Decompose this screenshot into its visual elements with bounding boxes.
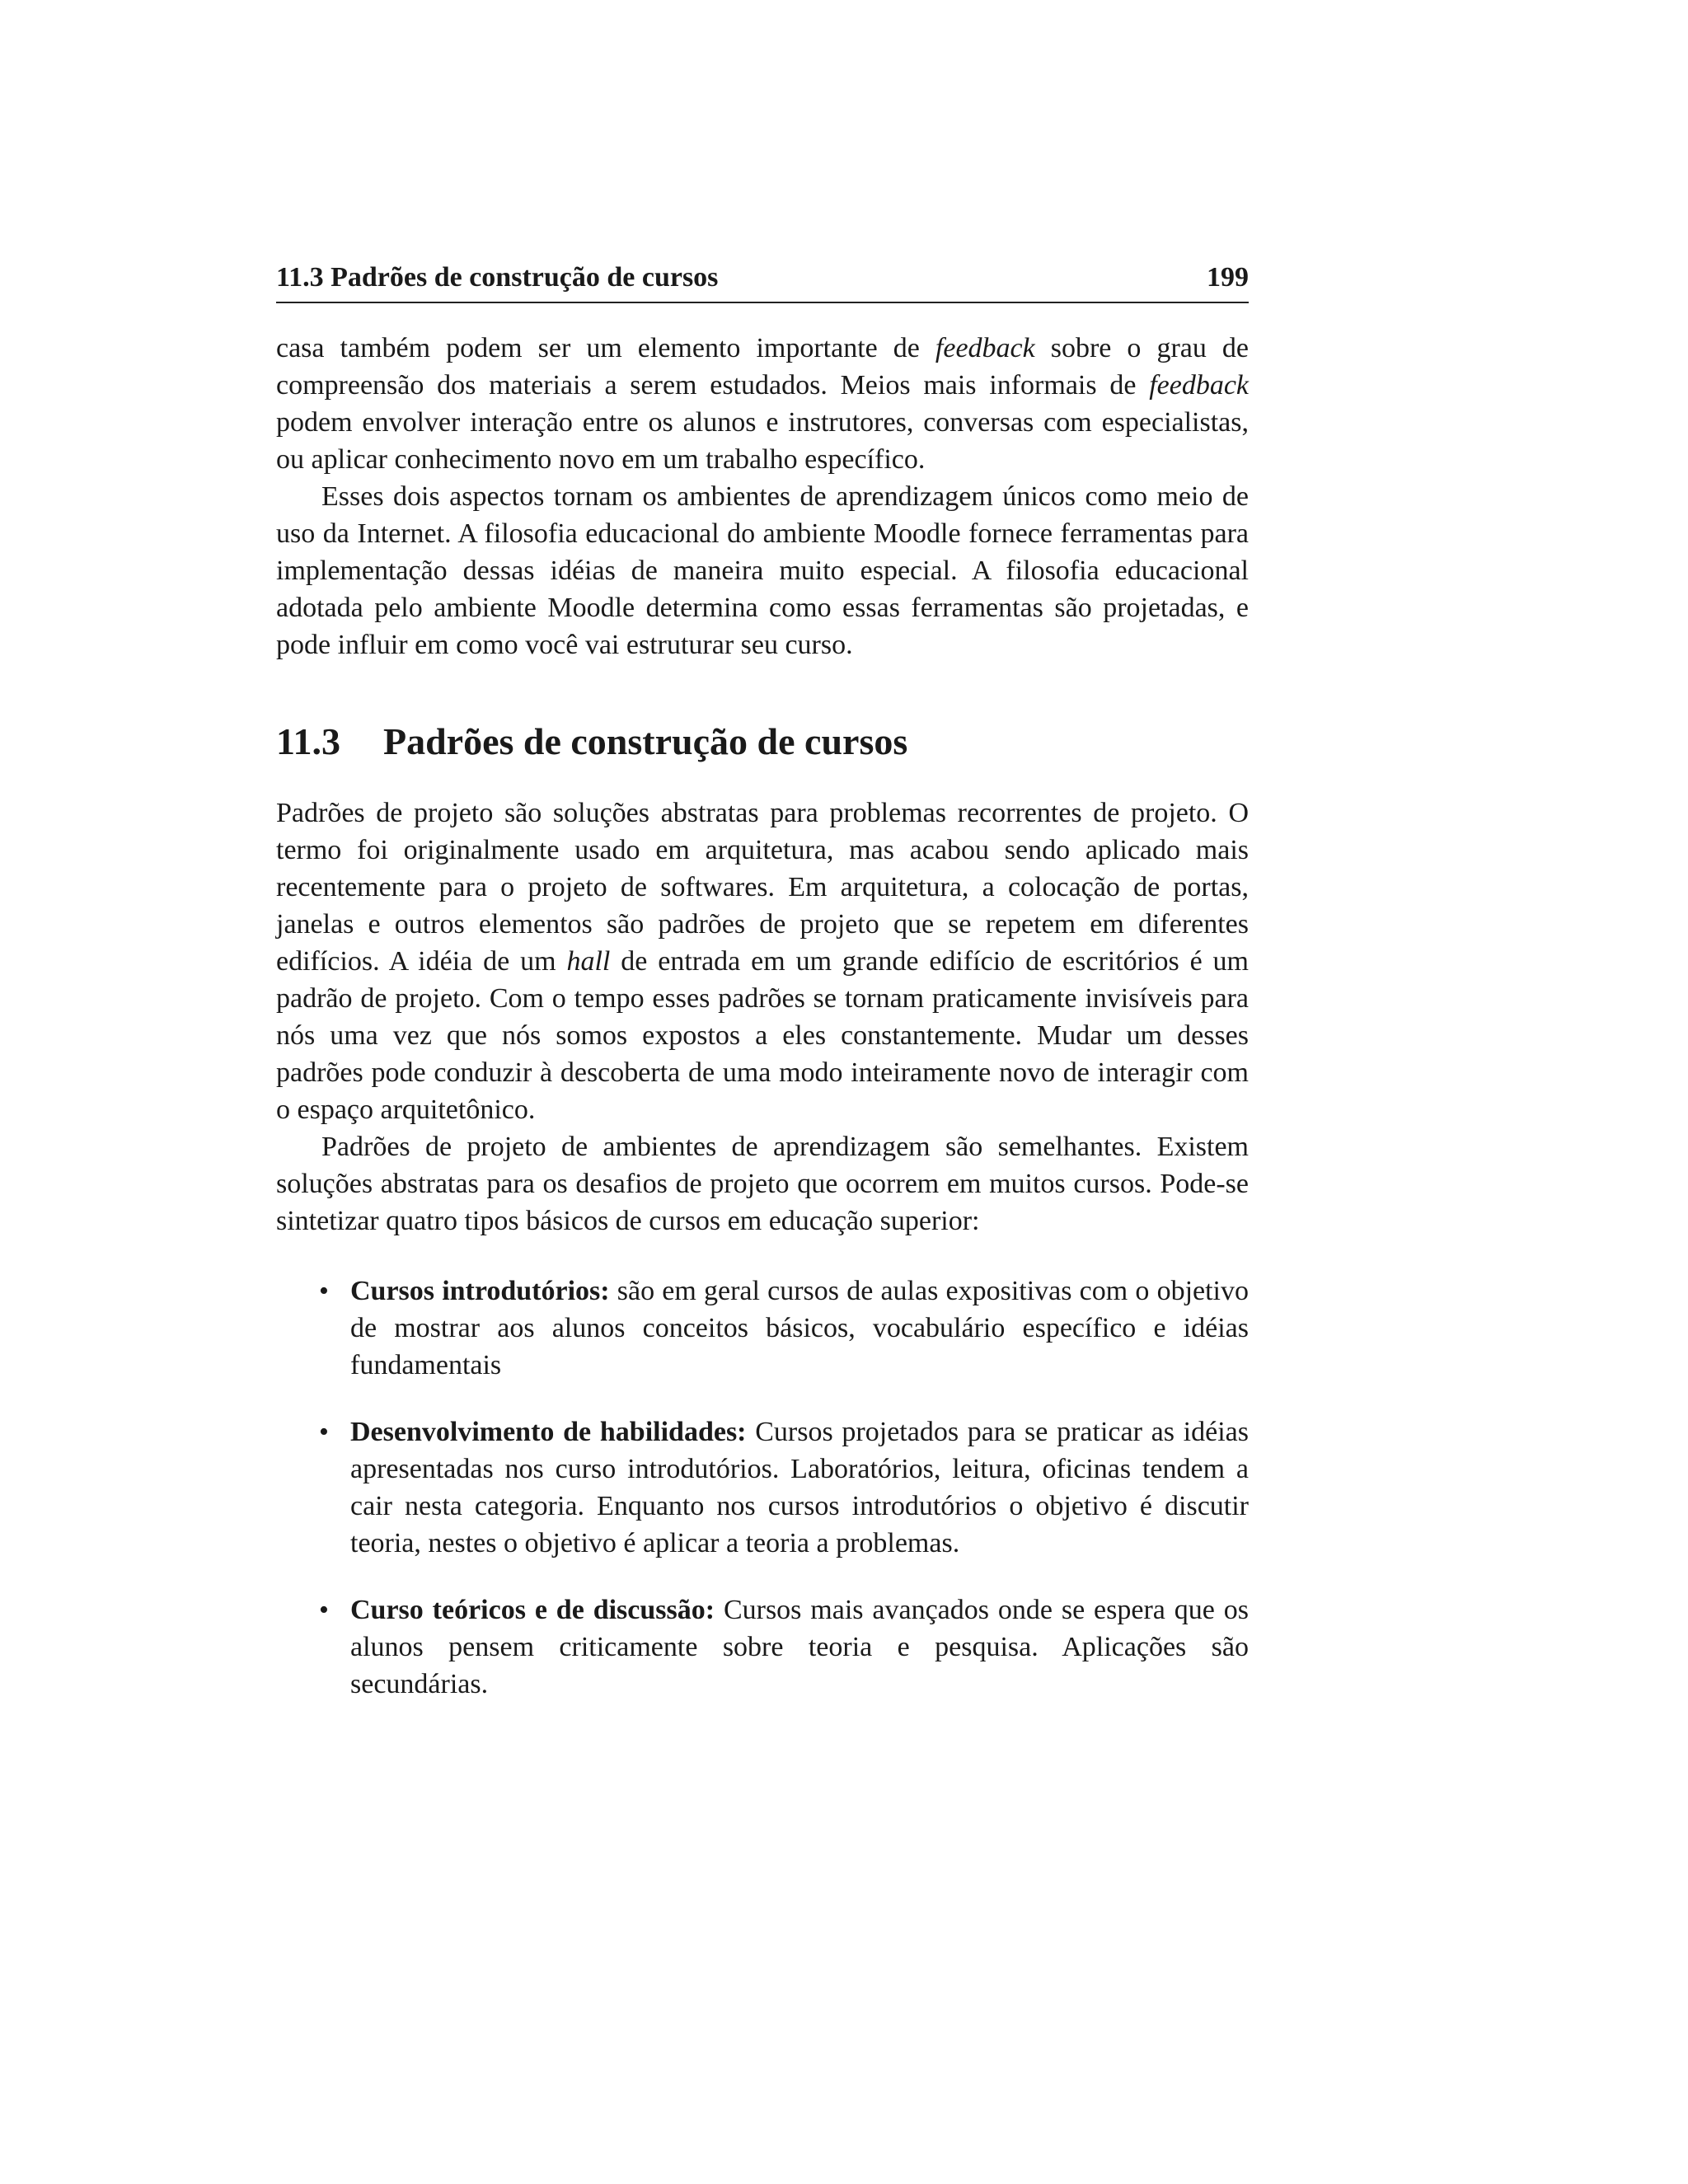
section-paragraph-2: Padrões de projeto de ambientes de aprendizagem são semelhantes. Existem soluções abstratas para os desafios de projeto que ocorrem em muitos cursos. Pode-se sintetizar quatro tipos básicos de cursos em educação superior: [276, 1132, 1249, 1236]
section-number: 11.3 [276, 720, 340, 762]
course-types-list [276, 1272, 1249, 1703]
list-item-term: Curso teóricos e de discussão: [350, 1595, 715, 1625]
running-head [276, 262, 1249, 303]
intro-text [276, 330, 1249, 663]
book-page [276, 262, 1249, 1732]
bullet-marker: • [319, 1276, 329, 1306]
intro-p1-text-a: casa também podem ser um elemento importante de [276, 333, 935, 363]
bullet-marker: • [319, 1595, 329, 1625]
section-text [276, 794, 1249, 1240]
list-item-text: são em geral cursos de aulas expositivas com o objetivo de mostrar aos alunos conceitos básicos, vocabulário específico e idéias fundamentais [350, 1276, 1249, 1380]
list-item [276, 1272, 1249, 1384]
bullet-marker: • [319, 1417, 329, 1447]
intro-paragraph-1 [276, 330, 1249, 478]
section-paragraph-1 [276, 794, 1249, 1128]
list-item-term: Cursos introdutórios: [350, 1276, 610, 1306]
running-head-title: 11.3 Padrões de construção de cursos [276, 262, 719, 293]
section-p1-emphasis: hall [566, 946, 611, 977]
list-item [276, 1413, 1249, 1562]
section-p1-text-b: de entrada em um grande edifício de escritórios é um padrão de projeto. Com o tempo esses padrões se tornam praticamente invisíveis para nós uma vez que nós somos expostos a eles constantemente. Mudar um desses padrões pode conduzir à descoberta de uma modo inteiramente novo de interagir com o espaço arquitetônico. [276, 946, 1249, 1125]
list-item-text: Cursos projetados para se praticar as idéias apresentadas nos curso introdutórios. Laboratórios, leitura, oficinas tendem a cair nesta categoria. Enquanto nos cursos introdutórios o objetivo é discutir teoria, nestes o objetivo é aplicar a teoria a problemas. [350, 1417, 1249, 1558]
intro-p1-emphasis-1: feedback [935, 333, 1035, 363]
intro-paragraph-2: Esses dois aspectos tornam os ambientes de aprendizagem únicos como meio de uso da Internet. A filosofia educacional do ambiente Moodle fornece ferramentas para implementação dessas idéias de maneira muito especial. A filosofia educacional adotada pelo ambiente Moodle determina como essas ferramentas são projetadas, e pode influir em como você vai estruturar seu curso. [276, 481, 1249, 660]
intro-p1-emphasis-2: feedback [1149, 370, 1249, 401]
list-item-text: Cursos mais avançados onde se espera que os alunos pensem criticamente sobre teoria e pesquisa. Aplicações são secundárias. [350, 1595, 1249, 1699]
intro-p1-text-c: podem envolver interação entre os alunos e instrutores, conversas com especialistas, ou aplicar conhecimento novo em um trabalho específico. [276, 407, 1249, 475]
section-p1-text-a: Padrões de projeto são soluções abstratas para problemas recorrentes de projeto. O termo foi originalmente usado em arquitetura, mas acabou sendo aplicado mais recentemente para o projeto de softwares. Em arquitetura, a colocação de portas, janelas e outros elementos são padrões de projeto que se repetem em diferentes edifícios. A idéia de um [276, 798, 1249, 977]
list-item [276, 1591, 1249, 1703]
page-number: 199 [1207, 262, 1249, 293]
section-heading [276, 719, 1249, 763]
intro-p1-text-b: sobre o grau de compreensão dos materiais a serem estudados. Meios mais informais de [276, 333, 1249, 401]
list-item-term: Desenvolvimento de habilidades: [350, 1417, 747, 1447]
section-title: Padrões de construção de cursos [382, 720, 908, 762]
